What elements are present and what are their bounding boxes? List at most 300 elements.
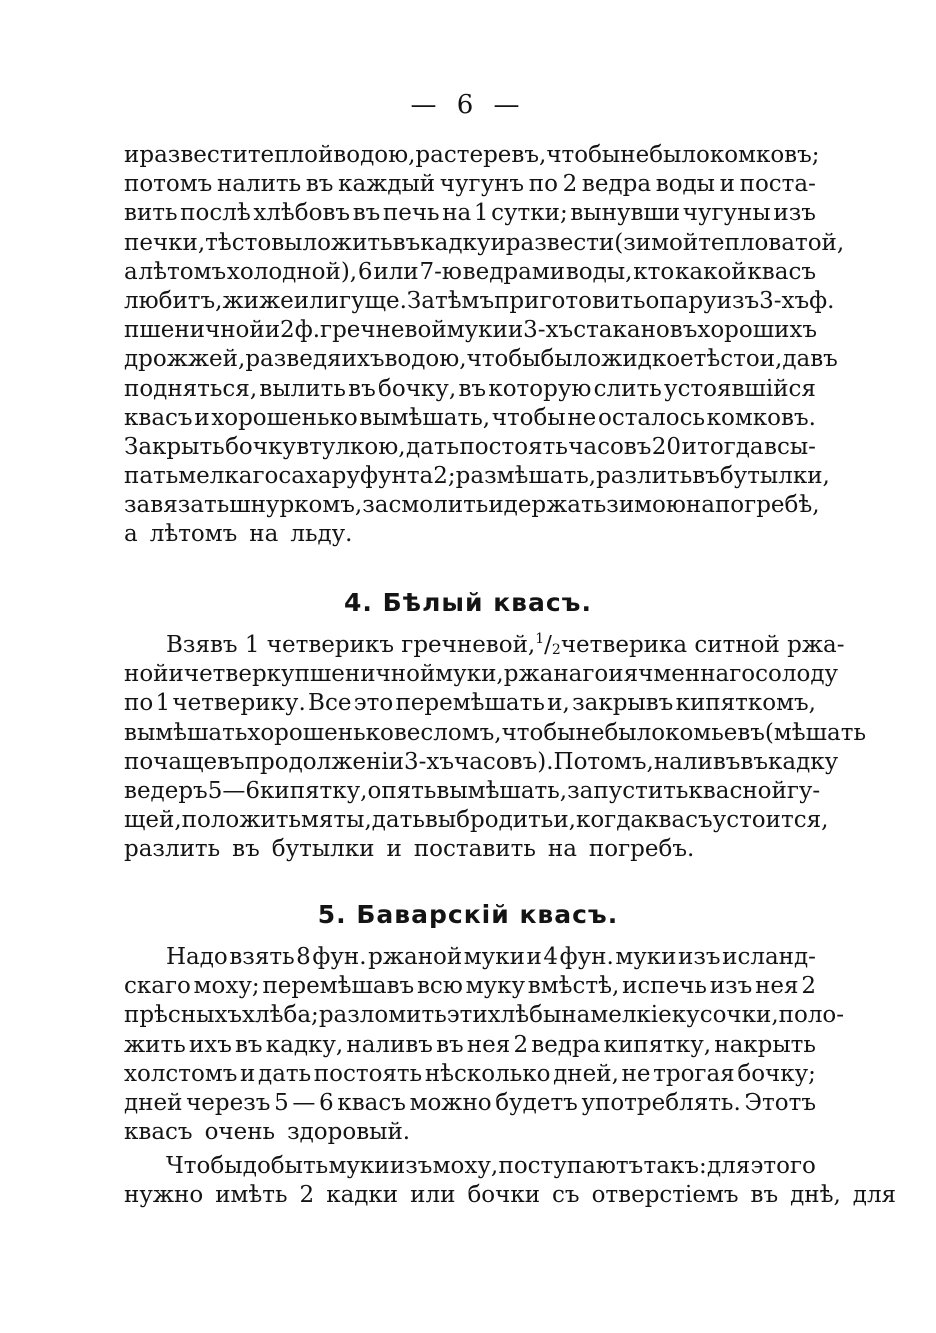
text-line [124, 719, 866, 748]
word: тепловатой, [698, 229, 845, 256]
word: ржанаго [503, 661, 609, 688]
intro-paragraph [124, 141, 845, 550]
word: чугуны [682, 200, 771, 227]
word: ведра [581, 171, 652, 198]
word: въ [750, 1182, 779, 1209]
word: Надо [166, 944, 228, 970]
word: почаще [124, 748, 218, 775]
word: гуще. [339, 287, 407, 314]
word: эти [446, 1002, 488, 1029]
section-5-paragraph-1 [124, 943, 845, 1147]
word: 6 [357, 258, 373, 285]
text-line [124, 316, 816, 345]
word: 3-хъ [523, 317, 574, 344]
text-line [124, 1089, 816, 1118]
word: здоровый. [287, 1119, 411, 1146]
word: пать [124, 463, 179, 490]
word: исланд- [722, 944, 816, 970]
word: гу- [786, 777, 821, 804]
text-line [124, 199, 816, 228]
fraction-slash: / [544, 632, 552, 658]
word: вымѣшать [124, 719, 248, 746]
word: ячменнаго [623, 661, 756, 688]
word: водою, [333, 142, 416, 168]
word: 1 [155, 690, 171, 717]
word: взять [229, 944, 295, 970]
word: погребѣ, [714, 492, 820, 519]
word: съ [552, 1182, 580, 1209]
word: для [852, 1182, 897, 1209]
section-5-heading: 5. Баварскій квасъ. [317, 900, 619, 929]
word: чтобы [466, 346, 541, 373]
word: моху, [432, 1153, 499, 1179]
word: кипяткомъ, [675, 690, 816, 717]
word: жить [124, 1031, 186, 1058]
word: нея [466, 1031, 511, 1058]
word: часовъ). [454, 748, 554, 775]
word: четверику. [172, 690, 306, 717]
text-run: Взявъ 1 четверикъ гречневой, [166, 632, 536, 658]
word: въ [232, 836, 260, 863]
word: или [410, 1182, 456, 1209]
word: квасъ [644, 807, 713, 834]
word: 7-ю [419, 258, 462, 285]
word: слить [593, 375, 662, 402]
word: въ [234, 1031, 263, 1058]
text-line [124, 229, 845, 258]
word: поступаютъ [498, 1153, 644, 1179]
word: для [706, 1153, 751, 1179]
word: квасъ [124, 404, 193, 431]
word: и [240, 1060, 256, 1087]
text-line [124, 660, 839, 689]
word: фун. [312, 944, 367, 970]
word: растеревъ, [415, 142, 547, 168]
word: нея [755, 973, 799, 1000]
word: сахару [278, 463, 360, 490]
word: и [681, 433, 697, 460]
word: опару [645, 287, 717, 314]
word: квасной [688, 777, 787, 804]
section-4-paragraph [124, 631, 866, 865]
word: тогда [697, 433, 764, 460]
word: лѣтомъ [149, 521, 238, 548]
word: мяты, [301, 807, 372, 834]
word: моху; [193, 973, 260, 1000]
text-line [124, 748, 839, 777]
word: не [575, 719, 605, 746]
word: поло- [778, 1002, 845, 1029]
word: воды, [565, 258, 633, 285]
word: льду. [290, 521, 353, 548]
word: 2 [562, 171, 578, 198]
word: тѣсто [693, 346, 760, 373]
text-line [124, 287, 835, 316]
word: чтобы [491, 404, 566, 431]
word: ржаной [368, 944, 463, 970]
word: и [526, 944, 542, 970]
text-line [124, 404, 816, 433]
word: Затѣмъ [406, 287, 495, 314]
word: развести [139, 142, 248, 168]
word: было [540, 346, 602, 373]
word: отверстіемъ [591, 1182, 739, 1209]
word: всю [416, 973, 463, 1000]
word: положить [181, 807, 302, 834]
word: холодной), [226, 258, 358, 285]
word: хорошихъ [697, 317, 818, 344]
text-line [124, 258, 816, 287]
word: не [621, 1060, 651, 1087]
word: кадки [326, 1182, 399, 1209]
word: кипятку, [259, 777, 368, 804]
word: размѣшать, [455, 463, 597, 490]
word: въ [692, 463, 720, 490]
word: комковъ; [709, 142, 820, 168]
word: изъ [709, 973, 753, 1000]
word: было [649, 142, 710, 168]
word: 5 [274, 1089, 289, 1116]
word: 3-хъ [759, 287, 810, 314]
word: кадку [768, 748, 839, 775]
text-run: четверика ситной ржа- [560, 632, 845, 658]
word: хлѣба; [242, 1002, 319, 1029]
word: и [719, 171, 735, 198]
fraction-half [535, 631, 561, 660]
word: квасъ [747, 258, 816, 285]
word: когда [575, 807, 645, 834]
word: поставить [413, 836, 536, 863]
word: изъ [389, 1153, 433, 1179]
word: черезъ [186, 1089, 271, 1116]
word: бутылки, [719, 463, 830, 490]
word: ведеръ [124, 777, 208, 804]
word: разлить [124, 836, 221, 863]
text-line [124, 1031, 816, 1060]
word: это [353, 690, 394, 717]
word: употреблять. [581, 1089, 741, 1116]
word: водою, [384, 346, 467, 373]
word: ведрами [462, 258, 566, 285]
word: часовъ [568, 433, 652, 460]
word: накрыть [714, 1031, 816, 1058]
word: муки [328, 1153, 390, 1179]
word: въ [352, 200, 381, 227]
word: было [604, 719, 666, 746]
word: каждый [338, 171, 436, 198]
word: бочку; [737, 1060, 816, 1087]
word: и [507, 317, 524, 344]
word: приготовить [494, 287, 646, 314]
word: кусочки, [671, 1002, 779, 1029]
word: вымѣшать, [436, 777, 568, 804]
word: на [249, 521, 279, 548]
word: въ [458, 375, 487, 402]
word: 1 [473, 200, 489, 227]
word: дать [371, 807, 425, 834]
word: хорошенько [211, 404, 358, 431]
word: закрывъ [572, 690, 674, 717]
text-line [124, 345, 838, 374]
word: и [168, 661, 184, 688]
text-line [124, 1181, 897, 1210]
fraction-numerator: 1 [535, 631, 545, 647]
word: чтобы [546, 142, 621, 168]
word: этого [750, 1153, 816, 1179]
word: прѣсныхъ [124, 1002, 243, 1029]
word: и [608, 661, 624, 688]
word: зимою [606, 492, 686, 519]
word: мелкаго [178, 463, 279, 490]
word: и [264, 317, 281, 344]
word: наливъ [346, 1031, 433, 1058]
word: будетъ [495, 1089, 578, 1116]
word: шнуркомъ, [229, 492, 363, 519]
word: гречневой [320, 317, 447, 344]
word: въ [305, 171, 334, 198]
word: — [292, 1089, 316, 1116]
word: весломъ, [393, 719, 502, 746]
word: постоять [313, 1060, 423, 1087]
text-line [124, 972, 816, 1001]
word: муки [615, 944, 677, 970]
word: любитъ, [124, 287, 223, 314]
word: 8 [296, 944, 311, 970]
word: дрожжей, [124, 346, 246, 373]
word: чтобы [501, 719, 576, 746]
word: 2 [513, 1031, 529, 1058]
word: хорошенько [247, 719, 394, 746]
word: комковъ. [706, 404, 816, 431]
text-line [124, 631, 845, 660]
word: испечь [622, 973, 707, 1000]
word: Потомъ, [553, 748, 654, 775]
word: кипятку, [603, 1031, 712, 1058]
section-4-heading: 4. Бѣлый квасъ. [344, 588, 592, 617]
word: нужно [124, 1182, 204, 1209]
text-line [124, 433, 816, 462]
word: или [373, 258, 419, 285]
word: какой [674, 258, 747, 285]
word: вмѣстѣ, [527, 973, 620, 1000]
page-number: — 6 — [410, 90, 526, 120]
section-5-paragraph-2 [124, 1152, 897, 1210]
word: вылить [259, 375, 346, 402]
word: тѣсто [205, 229, 272, 256]
word: послѣ [180, 200, 251, 227]
word: устоится, [712, 807, 829, 834]
word: поста- [739, 171, 816, 198]
word: выбродить [424, 807, 554, 834]
word: квасъ [337, 1089, 406, 1116]
word: осталось [597, 404, 705, 431]
word: кадку, [265, 1031, 344, 1058]
word: выложить [271, 229, 393, 256]
word: разломить [318, 1002, 447, 1029]
word: погребъ. [588, 836, 695, 863]
text-line [124, 375, 816, 404]
word: и [124, 142, 140, 168]
word: днѣ, [790, 1182, 841, 1209]
word: въ [217, 748, 245, 775]
word: фун. [559, 944, 614, 970]
word: и, [547, 690, 570, 717]
word: (зимой [614, 229, 699, 256]
word: ф. [294, 317, 321, 344]
word: добыть [242, 1153, 329, 1179]
word: продолженіи [244, 748, 404, 775]
word: можно [409, 1089, 492, 1116]
word: держать [503, 492, 607, 519]
word: не [620, 142, 650, 168]
word: стакановъ [573, 317, 698, 344]
word: печки, [124, 229, 206, 256]
word: пшеничной [124, 317, 265, 344]
word: фунта [359, 463, 434, 490]
word: которую [488, 375, 592, 402]
word: или [293, 287, 340, 314]
word: воды [655, 171, 715, 198]
word: муку [465, 973, 525, 1000]
word: и [490, 229, 506, 256]
word: бочку [225, 433, 296, 460]
word: сутки; [491, 200, 568, 227]
word: ной [124, 661, 169, 688]
text-line [124, 835, 816, 864]
word: 20 [651, 433, 682, 460]
text-line [124, 777, 821, 806]
word: подняться, [124, 375, 258, 402]
word: квасъ [124, 1119, 193, 1146]
word: нѣсколько [424, 1060, 551, 1087]
text-line [124, 141, 820, 170]
word: устоявшійся [664, 375, 816, 402]
word: ведра [531, 1031, 601, 1058]
word: (мѣшать [764, 719, 866, 746]
word: завязать [124, 492, 230, 519]
word: на [547, 836, 577, 863]
word: 5—6 [207, 777, 260, 804]
word: наливъ [653, 748, 741, 775]
word: на [685, 492, 715, 519]
word: и [194, 404, 210, 431]
word: 2 [299, 1182, 315, 1209]
word: печь [382, 200, 440, 227]
word: постоять [459, 433, 568, 460]
word: вить [124, 200, 178, 227]
word: хлѣбы [487, 1002, 562, 1029]
word: 6 [319, 1089, 334, 1116]
word: дать [258, 1060, 312, 1087]
word: на [561, 1002, 591, 1029]
word: кадку [420, 229, 491, 256]
word: въ [740, 748, 769, 775]
word: въ [392, 229, 421, 256]
word: и [488, 492, 504, 519]
word: запустить [567, 777, 689, 804]
word: 2 [280, 317, 295, 344]
word: трогая [653, 1060, 735, 1087]
text-line [124, 520, 816, 549]
word: бочку, [378, 375, 457, 402]
word: муки, [435, 661, 504, 688]
word: хлѣбовъ [253, 200, 351, 227]
word: скаго [124, 973, 191, 1000]
word: теплой [247, 142, 334, 168]
word: лѣтомъ [138, 258, 227, 285]
word: кто [633, 258, 675, 285]
word: Чтобы [166, 1153, 243, 1179]
word: на [442, 200, 472, 227]
word: и, [553, 807, 576, 834]
word: муки [463, 944, 525, 970]
word: изъ [716, 287, 760, 314]
text-line [124, 689, 816, 718]
word: солоду [755, 661, 839, 688]
word: разлить [596, 463, 693, 490]
word: втулкою, [296, 433, 406, 460]
text-line [124, 491, 820, 520]
word: изъ [678, 944, 721, 970]
word: опять [367, 777, 437, 804]
fraction-denominator: 2 [551, 642, 561, 658]
word: ихъ [188, 1031, 232, 1058]
word: дней [124, 1089, 183, 1116]
text-line [124, 1060, 816, 1089]
word: холстомъ [124, 1060, 238, 1087]
word: всы- [764, 433, 816, 460]
text-line [124, 170, 816, 199]
word: развести [505, 229, 615, 256]
word: а [124, 521, 138, 548]
word: засмолить [362, 492, 489, 519]
word: такъ: [643, 1153, 707, 1179]
section-4-lines [124, 660, 866, 864]
word: а [124, 258, 138, 285]
word: пшеничной [294, 661, 436, 688]
word: и, [759, 346, 783, 373]
word: въ [348, 375, 376, 402]
word: не [567, 404, 597, 431]
word: очень [204, 1119, 276, 1146]
word: по [528, 171, 558, 198]
word: 2; [433, 463, 456, 490]
text-line [124, 1001, 845, 1030]
text-line [124, 806, 829, 835]
word: 3-хъ [404, 748, 455, 775]
text-line [124, 462, 830, 491]
word: бочки [467, 1182, 541, 1209]
word: жидкое [601, 346, 694, 373]
word: 4 [543, 944, 559, 970]
word: налить [216, 171, 302, 198]
word: бутылки [271, 836, 375, 863]
word: по [124, 690, 154, 717]
word: ф. [809, 287, 835, 314]
word: имѣть [215, 1182, 288, 1209]
word: муки [446, 317, 508, 344]
word: перемѣшавъ [262, 973, 415, 1000]
word: щей, [124, 807, 182, 834]
word: 2 [801, 973, 816, 1000]
word: въ [436, 1031, 464, 1058]
word: комьевъ [665, 719, 765, 746]
word: мелкіе [590, 1002, 672, 1029]
text-line [124, 1152, 816, 1181]
word: разведя [245, 346, 342, 373]
word: и [386, 836, 402, 863]
word: давъ [782, 346, 838, 373]
